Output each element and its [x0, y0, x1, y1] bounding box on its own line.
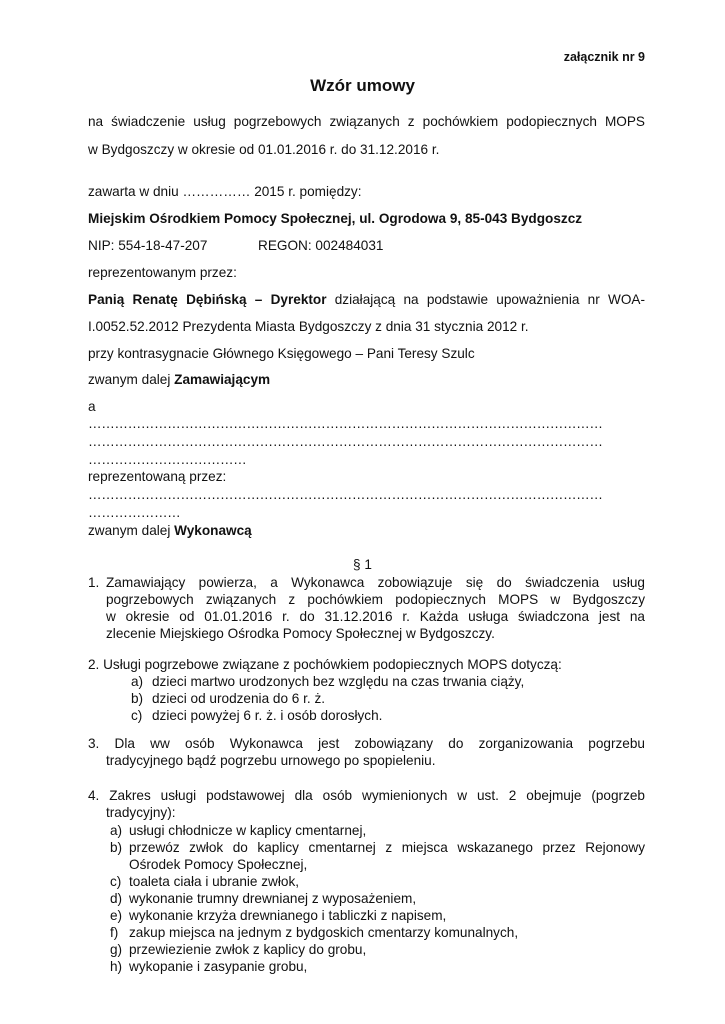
p3-line-2: tradycyjnego bądź pogrzebu urnowego po spopieleniu. — [106, 753, 436, 768]
party2-represented: reprezentowaną przez: — [88, 469, 227, 484]
p1-line-1: Zamawiający powierza, a Wykonawca zobowiązuje się do świadczenia usług — [106, 575, 645, 590]
p3-line-1: 3. Dla ww osób Wykonawca jest zobowiązany do zorganizowania pogrzebu — [88, 736, 645, 751]
attachment-label: załącznik nr 9 — [563, 50, 645, 64]
party2-dots-4: ……………………………………………………………………………………………………… — [88, 487, 603, 502]
party1-countersign: przy kontrasygnacie Głównego Księgowego – Pani Teresy Szulc — [88, 346, 475, 361]
party2-a: a — [88, 399, 96, 414]
p4-line-2: tradycyjny): — [106, 805, 176, 820]
party1-called-prefix: zwanym dalej — [88, 372, 175, 387]
p4-item-f-marker: f) — [110, 925, 119, 940]
party1-represented: reprezentowanym przez: — [88, 265, 237, 280]
concluded-line: zawarta w dniu …………… 2015 r. pomiędzy: — [88, 184, 362, 199]
party1-nip: NIP: 554-18-47-207 — [88, 238, 208, 253]
party1-rep-rest-1: działającą na podstawie upoważnienia nr WOA- — [326, 292, 645, 307]
p4-item-c: toaleta ciała i ubranie zwłok, — [129, 874, 300, 889]
p4-item-h: wykopanie i zasypanie grobu, — [129, 959, 308, 974]
p1-line-4: zlecenie Miejskiego Ośrodka Pomocy Społecznej w Bydgoszczy. — [106, 626, 495, 641]
p4-item-b-cont: Ośrodek Pomocy Społecznej, — [129, 857, 308, 872]
p2-text: 2. Usługi pogrzebowe związane z pochówkiem podopiecznych MOPS dotyczą: — [88, 657, 562, 672]
party2-dots-1: ……………………………………………………………………………………………………… — [88, 416, 603, 431]
p2-item-a-marker: a) — [131, 674, 144, 689]
p4-item-d: wykonanie trumny drewnianej z wyposażeniem, — [129, 891, 417, 906]
subtitle-line-2: w Bydgoszczy w okresie od 01.01.2016 r. do 31.12.2016 r. — [88, 142, 440, 157]
p1-line-3: w okresie od 01.01.2016 r. do 31.12.2016 r. Każda usługa świadczona jest na — [106, 609, 645, 624]
p4-item-c-marker: c) — [110, 874, 122, 889]
party1-called — [88, 371, 270, 388]
party1-regon: REGON: 002484031 — [258, 238, 384, 253]
p4-item-f: zakup miejsca na jednym z bydgoskich cmentarzy komunalnych, — [129, 925, 519, 940]
p4-item-e-marker: e) — [110, 908, 123, 923]
party1-called-name: Zamawiającym — [174, 372, 271, 387]
p2-item-c: dzieci powyżej 6 r. ż. i osób dorosłych. — [152, 708, 383, 723]
party1-rep-name: Panią Renatę Dębińską – Dyrektor — [88, 292, 327, 307]
party2-dots-3: ……………………………… — [88, 452, 247, 467]
p4-item-g-marker: g) — [110, 942, 123, 957]
p4-item-a-marker: a) — [110, 823, 123, 838]
document-title: Wzór umowy — [310, 76, 415, 95]
p4-line-1: 4. Zakres usługi podstawowej dla osób wymienionych w ust. 2 obejmuje (pogrzeb — [88, 788, 645, 803]
p4-item-b-marker: b) — [110, 840, 123, 855]
p2-item-b-marker: b) — [131, 691, 144, 706]
p2-item-c-marker: c) — [131, 708, 143, 723]
p1-line-2: pogrzebowych związanych z pochówkiem podopiecznych MOPS w Bydgoszczy — [106, 592, 645, 607]
p4-item-d-marker: d) — [110, 891, 123, 906]
party2-called — [88, 522, 252, 539]
subtitle-line-1: na świadczenie usług pogrzebowych związanych z pochówkiem podopiecznych MOPS — [88, 114, 645, 129]
party2-dots-2: ……………………………………………………………………………………………………… — [88, 434, 603, 449]
p4-item-g: przewiezienie zwłok z kaplicy do grobu, — [129, 942, 367, 957]
party2-called-prefix: zwanym dalej — [88, 523, 175, 538]
p1-number: 1. — [88, 575, 100, 590]
party2-dots-5: ………………… — [88, 505, 181, 520]
p4-item-a: usługi chłodnicze w kaplicy cmentarnej, — [129, 823, 367, 838]
section-heading: § 1 — [353, 557, 372, 572]
party1-representative-line-1 — [88, 291, 645, 308]
party1-rep-rest-2: I.0052.52.2012 Prezydenta Miasta Bydgoszczy z dnia 31 stycznia 2012 r. — [88, 319, 529, 334]
p2-item-b: dzieci od urodzenia do 6 r. ż. — [152, 691, 326, 706]
party1-name: Miejskim Ośrodkiem Pomocy Społecznej, ul. Ogrodowa 9, 85-043 Bydgoszcz — [88, 211, 583, 226]
p4-item-b: przewóz zwłok do kaplicy cmentarnej z miejsca wskazanego przez Rejonowy — [129, 840, 645, 855]
p2-item-a: dzieci martwo urodzonych bez względu na czas trwania ciąży, — [152, 674, 525, 689]
p4-item-h-marker: h) — [110, 959, 123, 974]
party2-called-name: Wykonawcą — [174, 523, 252, 538]
p4-item-e: wykonanie krzyża drewnianego i tabliczki z napisem, — [129, 908, 447, 923]
